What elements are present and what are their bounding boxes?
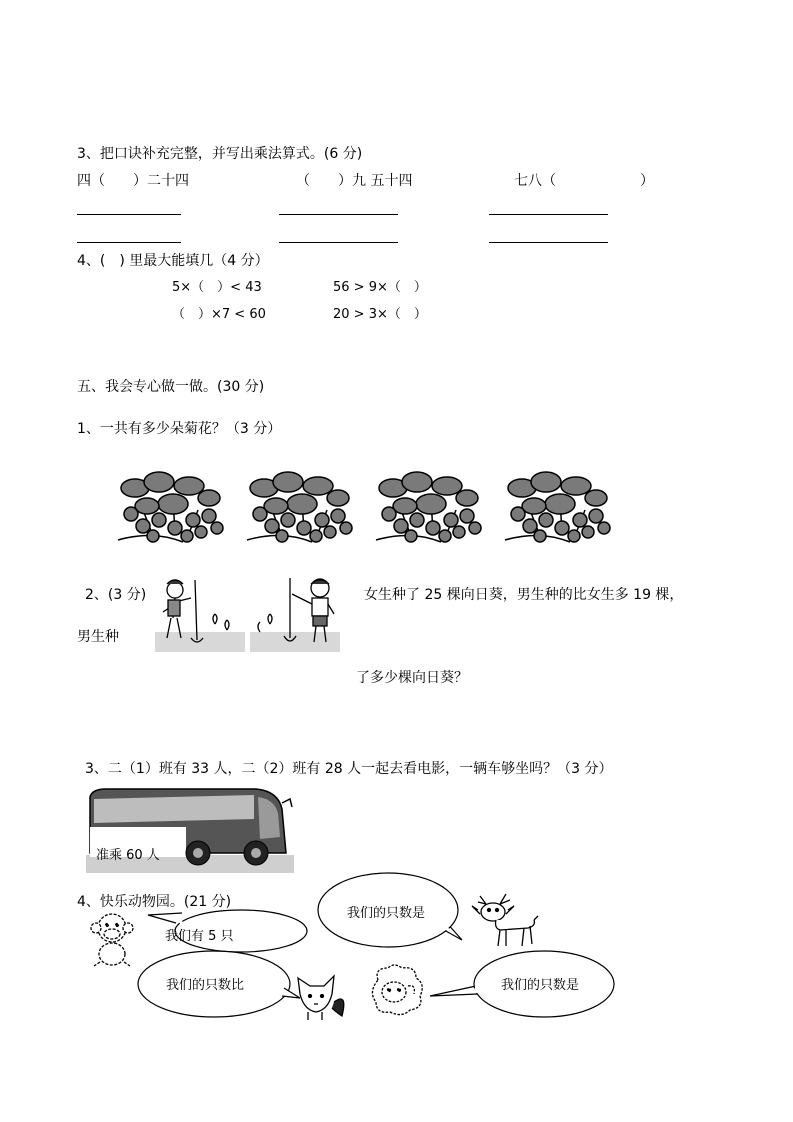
- answer-line[interactable]: [77, 242, 181, 243]
- q3-title: 3、把口诀补充完整，并写出乘法算式。(6 分): [77, 146, 363, 162]
- deer-icon: [470, 888, 540, 950]
- q4-ineq-3: （ ）×7 < 60: [172, 307, 266, 322]
- q3-item-1: 四（ ）二十四: [77, 173, 189, 189]
- problem1-text: 1、一共有多少朵菊花？（3 分）: [77, 421, 282, 437]
- chrysanthemum-icon: [113, 470, 225, 546]
- q4-title: 4、( ) 里最大能填几（4 分）: [77, 253, 269, 269]
- q4-ineq-1: 5×（ ）< 43: [172, 280, 262, 295]
- girl-planting-icon: [155, 574, 245, 652]
- boy-planting-icon: [250, 574, 340, 652]
- sheep-icon: [368, 964, 428, 1020]
- bubble-text-monkey: 我们有 5 只: [165, 929, 234, 944]
- section5-title: 五、我会专心做一做。(30 分): [77, 379, 265, 395]
- answer-line[interactable]: [489, 214, 608, 215]
- bus-capacity-label: 准乘 60 人: [96, 848, 160, 863]
- answer-line[interactable]: [489, 242, 608, 243]
- q3-item-3: 七八（ ）: [514, 173, 654, 189]
- answer-line[interactable]: [77, 214, 181, 215]
- answer-line[interactable]: [279, 214, 398, 215]
- q3-item-2: （ ）九 五十四: [296, 173, 413, 189]
- problem2-number: 2、(3 分): [85, 587, 147, 603]
- monkey-icon: [88, 910, 138, 968]
- problem2-text-line2: 男生种: [77, 629, 119, 645]
- q4-ineq-4: 20 > 3×（ ）: [333, 307, 427, 322]
- fox-icon: [294, 972, 348, 1022]
- bubble-text-fox: 我们的只数比: [166, 978, 245, 993]
- bubble-text-sheep: 我们的只数是: [501, 978, 580, 993]
- problem2-text-line3: 了多少棵向日葵？: [356, 670, 468, 686]
- answer-line[interactable]: [279, 242, 398, 243]
- problem4-text: 4、快乐动物园。(21 分): [77, 894, 232, 910]
- chrysanthemum-icon: [500, 470, 612, 546]
- q4-ineq-2: 56 > 9×（ ）: [333, 280, 427, 295]
- chrysanthemum-icon: [371, 470, 483, 546]
- problem2-text-line1: 女生种了 25 棵向日葵，男生种的比女生多 19 棵，: [364, 587, 684, 603]
- problem3-text: 3、二（1）班有 33 人，二（2）班有 28 人一起去看电影，一辆车够坐吗？（3 分）: [85, 761, 613, 777]
- bubble-text-deer: 我们的只数是: [347, 906, 426, 921]
- chrysanthemum-icon: [242, 470, 354, 546]
